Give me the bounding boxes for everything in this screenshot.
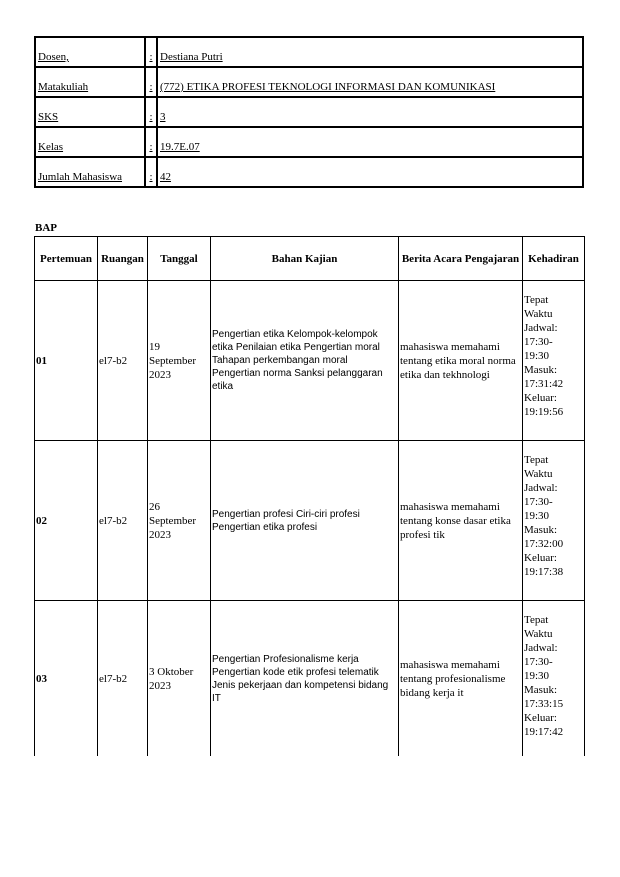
header-bahan-kajian: Bahan Kajian (211, 237, 399, 281)
kehadiran-line: Waktu (524, 308, 553, 320)
header-pertemuan: Pertemuan (35, 237, 98, 281)
bap-header-row (35, 237, 585, 281)
info-label: Jumlah Mahasiswa (35, 157, 145, 187)
pertemuan-cell: 01 (35, 281, 98, 441)
kehadiran-line: 19:17:42 (524, 726, 564, 738)
kehadiran-line: Waktu (524, 628, 553, 640)
info-row-kelas (35, 127, 583, 157)
info-row-jumlah-mahasiswa (35, 157, 583, 187)
kehadiran-line: Jadwal: (524, 482, 558, 494)
kehadiran-line: Tepat (524, 454, 549, 466)
header-tanggal: Tanggal (148, 237, 211, 281)
info-value: Destiana Putri (157, 37, 583, 67)
kehadiran-line: Masuk: (524, 364, 557, 376)
bahan-kajian-cell: Pengertian etika Kelompok-kelompok etika Penilaian etika Pengertian moral Tahapan perkembangan moral Pengertian norma Sanksi pelanggaran etika (211, 281, 399, 441)
kehadiran-cell (523, 281, 585, 441)
info-colon: : (145, 37, 157, 67)
info-value: 3 (157, 97, 583, 127)
bahan-kajian-cell: Pengertian profesi Ciri-ciri profesi Pengertian etika profesi (211, 441, 399, 601)
ruangan-cell: el7-b2 (98, 281, 148, 441)
kehadiran-line: 17:32:00 (524, 538, 564, 550)
pertemuan-cell: 02 (35, 441, 98, 601)
header-berita-acara: Berita Acara Pengajaran (399, 237, 523, 281)
header-ruangan: Ruangan (98, 237, 148, 281)
tanggal-cell: 19 September 2023 (148, 281, 211, 441)
kehadiran-line: 19:30 (524, 350, 550, 362)
info-row-dosen (35, 37, 583, 67)
course-info-table (34, 36, 584, 188)
kehadiran-line: Masuk: (524, 524, 557, 536)
info-colon: : (145, 157, 157, 187)
pertemuan-cell: 03 (35, 601, 98, 757)
kehadiran-line: 19:30 (524, 510, 550, 522)
kehadiran-line: 19:19:56 (524, 406, 564, 418)
kehadiran-line: Jadwal: (524, 322, 558, 334)
info-colon: : (145, 97, 157, 127)
kehadiran-line: Keluar: (524, 392, 557, 404)
ruangan-cell: el7-b2 (98, 441, 148, 601)
info-value: 19.7E.07 (157, 127, 583, 157)
table-row (35, 281, 585, 441)
info-row-sks (35, 97, 583, 127)
kehadiran-line: 17:30- (524, 336, 553, 348)
kehadiran-line: 19:17:38 (524, 566, 564, 578)
kehadiran-line: 19:30 (524, 670, 550, 682)
kehadiran-cell (523, 601, 585, 757)
table-row (35, 601, 585, 757)
kehadiran-line: Tepat (524, 614, 549, 626)
info-label: Dosen, (35, 37, 145, 67)
tanggal-cell: 3 Oktober 2023 (148, 601, 211, 757)
tanggal-cell: 26 September 2023 (148, 441, 211, 601)
kehadiran-line: 17:31:42 (524, 378, 564, 390)
info-value: (772) ETIKA PROFESI TEKNOLOGI INFORMASI DAN KOMUNIKASI (157, 67, 583, 97)
info-label: SKS (35, 97, 145, 127)
berita-acara-cell: mahasiswa memahami tentang konse dasar etika profesi tik (399, 441, 523, 601)
kehadiran-line: Keluar: (524, 552, 557, 564)
kehadiran-line: Keluar: (524, 712, 557, 724)
berita-acara-cell: mahasiswa memahami tentang profesionalisme bidang kerja it (399, 601, 523, 757)
kehadiran-line: 17:30- (524, 496, 553, 508)
info-colon: : (145, 127, 157, 157)
kehadiran-line: Waktu (524, 468, 553, 480)
kehadiran-line: 17:30- (524, 656, 553, 668)
bap-table (34, 236, 585, 756)
info-label: Matakuliah (35, 67, 145, 97)
header-kehadiran: Kehadiran (523, 237, 585, 281)
kehadiran-line: 17:33:15 (524, 698, 564, 710)
info-colon: : (145, 67, 157, 97)
kehadiran-line: Jadwal: (524, 642, 558, 654)
kehadiran-cell (523, 441, 585, 601)
info-row-matakuliah (35, 67, 583, 97)
info-label: Kelas (35, 127, 145, 157)
kehadiran-line: Masuk: (524, 684, 557, 696)
info-value: 42 (157, 157, 583, 187)
kehadiran-line: Tepat (524, 294, 549, 306)
bahan-kajian-cell: Pengertian Profesionalisme kerja Pengertian kode etik profesi telematik Jenis pekerjaan dan kompetensi bidang IT (211, 601, 399, 757)
bap-title: BAP (35, 222, 57, 234)
berita-acara-cell: mahasiswa memahami tentang etika moral norma etika dan tekhnologi (399, 281, 523, 441)
table-row (35, 441, 585, 601)
ruangan-cell: el7-b2 (98, 601, 148, 757)
